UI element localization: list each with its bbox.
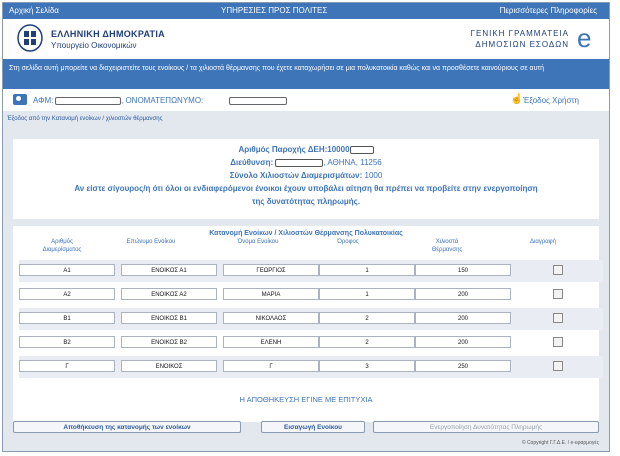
name-field[interactable]: ΕΛΕΝΗ xyxy=(223,336,319,348)
total-mills-line xyxy=(13,171,599,180)
logout-link[interactable]: Έξοδος Χρήστη xyxy=(523,96,579,105)
floor-field[interactable]: 2 xyxy=(319,336,415,348)
success-message: Η ΑΠΟΘΗΚΕΥΣΗ ΕΓΙΝΕ ΜΕ ΕΠΙΤΥΧΙΑ xyxy=(239,395,373,404)
surname-field[interactable]: ΕΝΟΙΚΟΣ Α1 xyxy=(121,264,217,276)
home-link[interactable]: Αρχική Σελίδα xyxy=(9,6,59,15)
table-row xyxy=(19,284,603,306)
delete-checkbox[interactable] xyxy=(553,361,563,371)
delete-checkbox[interactable] xyxy=(553,337,563,347)
note-line-2: της δυνατότητας πληρωμής. xyxy=(251,197,361,206)
afm-label: ΑΦΜ: xyxy=(33,96,54,105)
surname-field[interactable]: ΕΝΟΙΚΟΣ Α2 xyxy=(121,288,217,300)
header-subtitle: Υπουργείο Οικονομικών xyxy=(51,41,137,50)
add-tenant-button[interactable]: Εισαγωγή Ενοίκου xyxy=(261,421,365,433)
floor-field[interactable]: 1 xyxy=(319,264,415,276)
delete-checkbox[interactable] xyxy=(553,265,563,275)
mills-field[interactable]: 200 xyxy=(415,312,511,324)
header-title: ΕΛΛΗΝΙΚΗ ΔΗΜΟΚΡΑΤΙΑ xyxy=(51,29,165,39)
services-link[interactable]: ΥΠΗΡΕΣΙΕΣ ΠΡΟΣ ΠΟΛΙΤΕΣ xyxy=(221,6,328,15)
col-header-mills: Χιλιοστά Θέρμανσης xyxy=(431,239,463,253)
copyright: © Copyright Γ.Γ.Δ.Ε. / e-εφαρμογές xyxy=(521,440,599,446)
top-nav-bar xyxy=(3,3,609,19)
col-header-delete: Διαγραφή xyxy=(530,239,556,245)
name-field[interactable]: ΓΕΩΡΓΙΟΣ xyxy=(223,264,319,276)
afm-masked-value xyxy=(55,97,121,105)
user-icon xyxy=(13,94,27,105)
summary-panel xyxy=(13,139,599,219)
total-value: 1000 xyxy=(364,171,383,180)
activate-payment-button[interactable]: Ενεργοποίηση Δυνατότητας Πληρωμής xyxy=(373,421,599,433)
name-masked-value xyxy=(229,97,287,105)
table-row xyxy=(19,308,603,330)
floor-field[interactable]: 2 xyxy=(319,312,415,324)
more-info-link[interactable]: Περισσότερες Πληροφορίες xyxy=(499,6,597,15)
header xyxy=(3,19,609,59)
address-line xyxy=(13,158,599,167)
mills-field[interactable]: 150 xyxy=(415,264,511,276)
mills-field[interactable]: 200 xyxy=(415,336,511,348)
greek-emblem-icon xyxy=(17,24,43,52)
delete-checkbox[interactable] xyxy=(553,289,563,299)
e-logo-icon xyxy=(575,25,601,51)
gsis-line-1: ΓΕΝΙΚΗ ΓΡΑΜΜΑΤΕΙΑ xyxy=(470,29,569,38)
apartment-field[interactable]: Β2 xyxy=(19,336,115,348)
table-row xyxy=(19,356,603,378)
surname-field[interactable]: ΕΝΟΙΚΟΣ Β1 xyxy=(121,312,217,324)
name-field[interactable]: ΜΑΡΙΑ xyxy=(223,288,319,300)
apartment-field[interactable]: Α2 xyxy=(19,288,115,300)
supply-masked-value xyxy=(350,146,374,154)
supply-number-line xyxy=(13,145,599,154)
mills-field[interactable]: 200 xyxy=(415,288,511,300)
user-bar xyxy=(3,89,609,112)
delete-checkbox[interactable] xyxy=(553,313,563,323)
save-allocation-button[interactable]: Αποθήκευση της κατανομής των ενοίκων xyxy=(13,421,241,433)
page-frame xyxy=(2,2,610,452)
info-text: Στη σελίδα αυτή μπορείτε να διαχειριστείτε τους ενοίκους / τα χιλιοστά θέρμανσης που έχετε καταχωρήσει σε μια πολυκατοικία καθώς και να προσθέσετε καινούριους σε αυτή xyxy=(9,65,545,72)
address-label: Διεύθυνση: xyxy=(230,158,274,167)
info-banner xyxy=(3,59,609,89)
col-header-apartment: Αριθμός Διαμερίσματος xyxy=(42,239,82,253)
logout-icon[interactable]: ☝ xyxy=(510,94,523,105)
breadcrumb-bar xyxy=(3,111,609,127)
name-label: , ΟΝΟΜΑΤΕΠΩΝΥΜΟ: xyxy=(121,96,204,105)
breadcrumb[interactable]: Έξοδος από την Κατανομή ενοίκων / χιλιοστών θέρμανσης xyxy=(7,116,163,122)
mills-field[interactable]: 250 xyxy=(415,360,511,372)
table-row xyxy=(19,332,603,354)
svg-text:e: e xyxy=(577,25,592,51)
surname-field[interactable]: ΕΝΟΙΚΟΣ xyxy=(121,360,217,372)
supply-label: Αριθμός Παροχής ΔΕΗ: xyxy=(238,145,328,154)
col-header-name: Όνομα Ενοίκου xyxy=(237,239,279,245)
apartment-field[interactable]: Β1 xyxy=(19,312,115,324)
floor-field[interactable]: 1 xyxy=(319,288,415,300)
address-masked-value xyxy=(275,159,323,167)
col-header-surname: Επώνυμο Ενοίκου xyxy=(126,239,176,245)
name-field[interactable]: ΝΙΚΟΛΑΟΣ xyxy=(223,312,319,324)
col-header-floor: Όροφος xyxy=(337,239,359,245)
floor-field[interactable]: 3 xyxy=(319,360,415,372)
apartment-field[interactable]: Γ xyxy=(19,360,115,372)
tenants-table xyxy=(13,226,599,422)
table-caption: Κατανομή Ενοίκων / Χιλιοστών Θέρμανσης Πολυκατοικίας xyxy=(209,230,403,237)
supply-prefix: 10000 xyxy=(327,145,350,154)
table-row xyxy=(19,260,603,282)
gsis-line-2: ΔΗΜΟΣΙΩΝ ΕΣΟΔΩΝ xyxy=(475,40,569,49)
apartment-field[interactable]: Α1 xyxy=(19,264,115,276)
name-field[interactable]: Γ xyxy=(223,360,319,372)
address-rest: , ΑΘΗΝΑ, 11256 xyxy=(323,158,382,167)
surname-field[interactable]: ΕΝΟΙΚΟΣ Β2 xyxy=(121,336,217,348)
note-line-1: Αν είστε σίγουρος/η ότι όλοι οι ενδιαφερόμενοι ένοικοι έχουν υποβάλει αίτηση θα πρέπει να προβείτε στην ενεργοποίηση xyxy=(74,184,538,193)
total-label: Σύνολο Χιλιοστών Διαμερισμάτων: xyxy=(229,171,363,180)
